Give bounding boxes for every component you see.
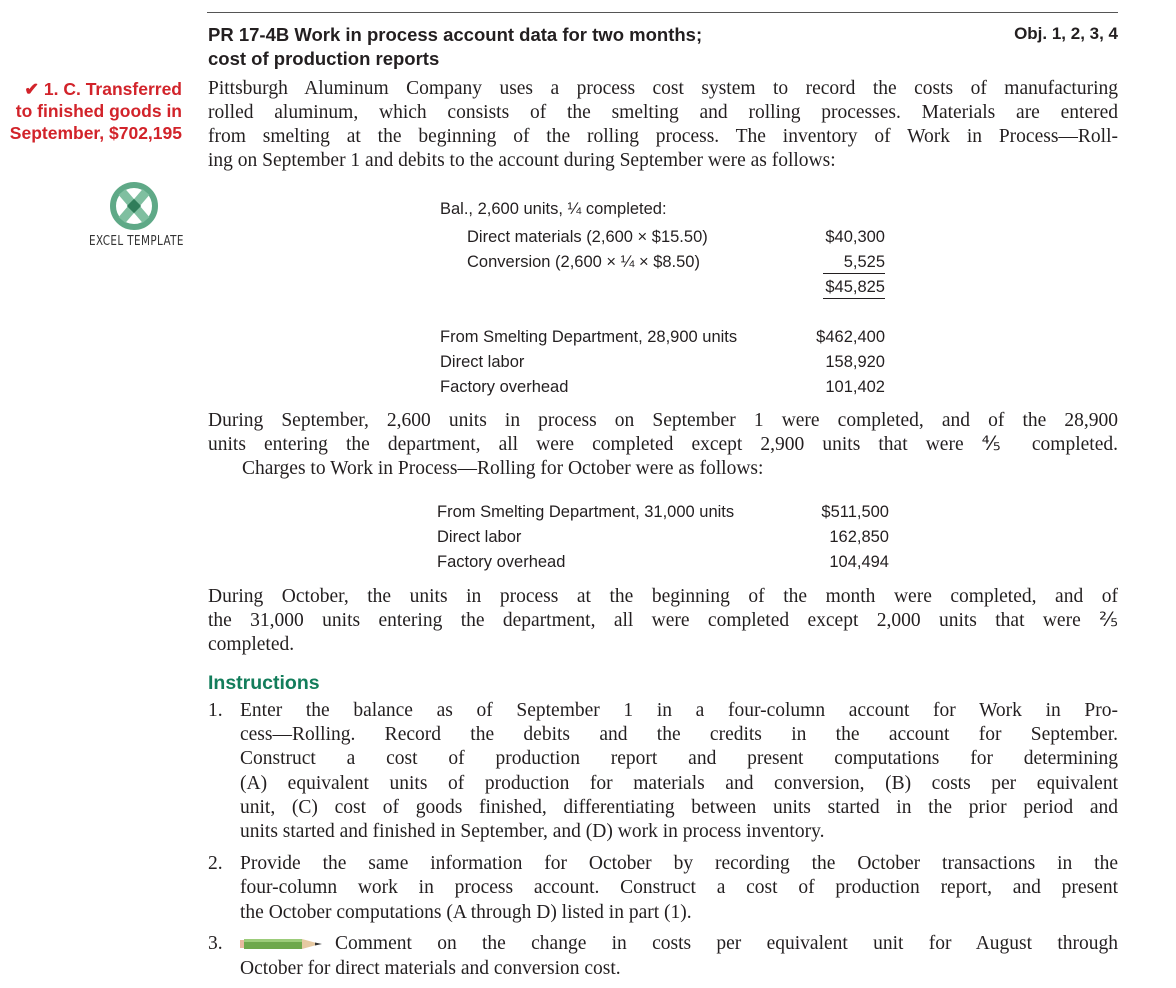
instruction-line: cess—Rolling. Record the debits and the credits in the account for September.: [240, 724, 1118, 745]
item-number: 3.: [208, 933, 223, 954]
october-text-line: the 31,000 units entering the department, all were completed except 2,000 units that were ⅖: [208, 610, 1118, 631]
intro-line: Pittsburgh Aluminum Company uses a process cost system to record the costs of manufacturing: [208, 78, 1118, 99]
instruction-line: Comment on the change in costs per equivalent unit for August through: [335, 933, 1118, 954]
balance-value: 5,525: [823, 251, 885, 274]
excel-icon[interactable]: [108, 180, 160, 232]
excel-template-label: EXCEL TEMPLATE: [89, 234, 184, 249]
intro-line: rolled aluminum, which consists of the smelting and rolling processes. Materials are entered: [208, 102, 1118, 123]
instruction-line: Provide the same information for October by recording the October transactions in the: [240, 853, 1118, 874]
balance-label: Conversion (2,600 × ¼ × $8.50): [467, 253, 700, 271]
oct-debit-value: 162,850: [829, 528, 889, 546]
balance-total: $45,825: [823, 276, 885, 299]
objectives: Obj. 1, 2, 3, 4: [1014, 24, 1118, 43]
october-text-line: During October, the units in process at the beginning of the month were completed, and of: [208, 586, 1118, 607]
sept-debit-label: Factory overhead: [440, 378, 569, 396]
september-text-line: During September, 2,600 units in process on September 1 were completed, and of the 28,900: [208, 410, 1118, 431]
september-text-line: units entering the department, all were completed except 2,900 units that were ⅘ completed.: [208, 434, 1118, 455]
item-number: 1.: [208, 700, 223, 721]
sept-debit-label: From Smelting Department, 28,900 units: [440, 328, 738, 346]
problem-title: PR 17-4B Work in process account data for two months;: [208, 24, 703, 45]
sept-debit-label: Direct labor: [440, 353, 525, 371]
balance-value: $40,300: [825, 228, 885, 246]
balance-label: Direct materials (2,600 × $15.50): [467, 228, 708, 246]
oct-debit-label: Direct labor: [437, 528, 522, 546]
balance-heading: Bal., 2,600 units, ¼ completed:: [440, 200, 667, 218]
answer-line: ✔ 1. C. Transferred: [24, 79, 182, 99]
instructions-heading: Instructions: [208, 672, 320, 694]
october-intro: Charges to Work in Process—Rolling for October were as follows:: [242, 458, 764, 479]
oct-debit-value: $511,500: [821, 503, 889, 521]
instruction-line: (A) equivalent units of production for materials and conversion, (B) costs per equivalent: [240, 773, 1118, 794]
answer-line: to finished goods in: [15, 101, 182, 121]
answer-line: September, $702,195: [9, 123, 182, 143]
instruction-line: Enter the balance as of September 1 in a four-column account for Work in Pro-: [240, 700, 1118, 721]
instruction-line: four-column work in process account. Construct a cost of production report, and present: [240, 877, 1118, 898]
answer-hint: [10, 78, 182, 144]
intro-line: ing on September 1 and debits to the account during September were as follows:: [208, 150, 836, 171]
top-rule: [207, 12, 1118, 13]
pencil-icon: [240, 937, 324, 951]
instruction-line: unit, (C) cost of goods finished, differentiating between units started in the prior period and: [240, 797, 1118, 818]
oct-debit-label: From Smelting Department, 31,000 units: [437, 503, 735, 521]
october-text-line: completed.: [208, 634, 295, 655]
instruction-line: the October computations (A through D) listed in part (1).: [240, 902, 692, 923]
oct-debit-label: Factory overhead: [437, 553, 566, 571]
instruction-line: units started and finished in September, and (D) work in process inventory.: [240, 821, 825, 842]
sept-debit-value: 158,920: [825, 353, 885, 371]
instruction-line: Construct a cost of production report and present computations for determining: [240, 748, 1118, 769]
sept-debit-value: $462,400: [816, 328, 885, 346]
instruction-line: October for direct materials and conversion cost.: [240, 958, 621, 979]
sept-debit-value: 101,402: [825, 378, 885, 396]
intro-line: from smelting at the beginning of the rolling process. The inventory of Work in Process—Roll-: [208, 126, 1118, 147]
oct-debit-value: 104,494: [829, 553, 889, 571]
problem-subtitle: cost of production reports: [208, 48, 440, 69]
item-number: 2.: [208, 853, 223, 874]
